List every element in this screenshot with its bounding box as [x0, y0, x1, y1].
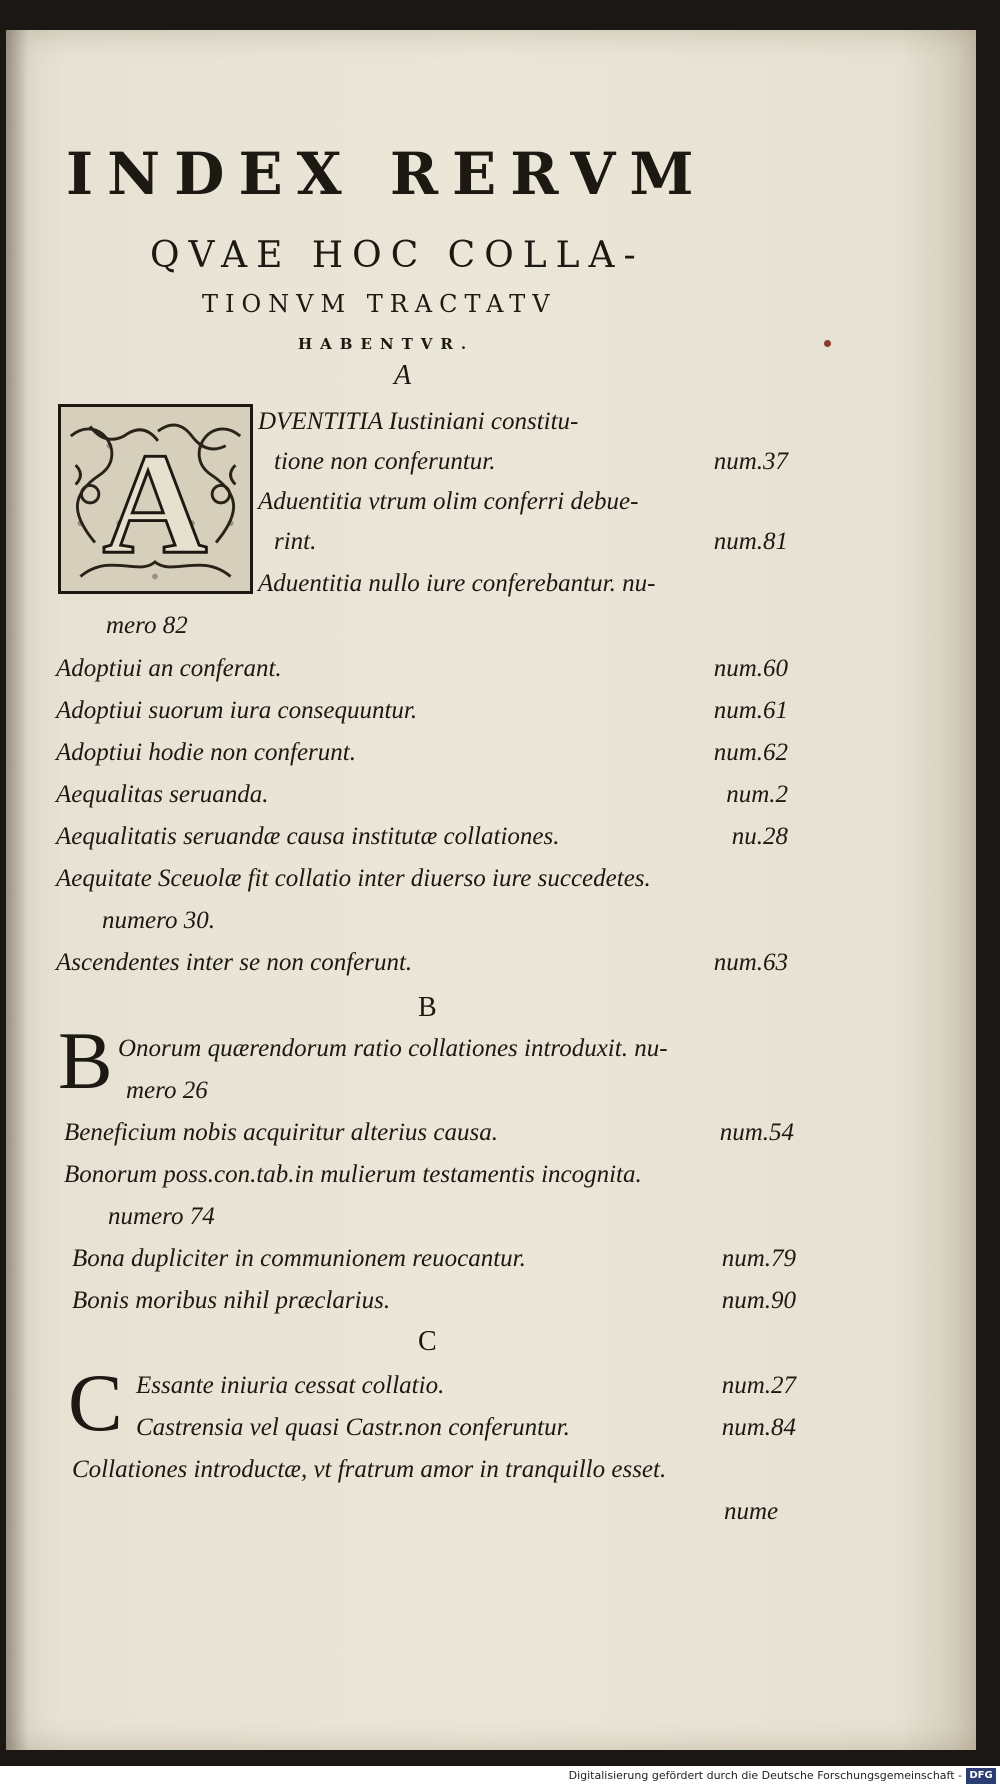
entry-b2-text: Beneficium nobis acquiritur alterius causa. — [64, 1119, 498, 1146]
book-page — [6, 30, 976, 1750]
entry-a9: Aequitate Sceuolæ fit collatio inter diuerso iure succedetes. — [56, 865, 651, 892]
entry-a6 — [56, 739, 788, 767]
initial-b: B — [58, 1015, 113, 1106]
entry-a1: DVENTITIA Iustiniani constitu- — [258, 408, 579, 435]
entry-b1: Onorum quærendorum ratio collationes introduxit. nu- — [118, 1035, 668, 1062]
entry-b4-number: num.79 — [721, 1245, 796, 1272]
index-subtitle-line-3: TIONVM TRACTATV — [202, 290, 557, 318]
entry-a6-text: Adoptiui hodie non conferunt. — [56, 739, 356, 766]
entry-a1-cont-text: tione non conferuntur. — [274, 448, 496, 475]
entry-b5-text: Bonis moribus nihil præclarius. — [72, 1287, 391, 1314]
entry-a5 — [56, 697, 788, 725]
entry-a7-text: Aequalitas seruanda. — [56, 781, 269, 808]
digitization-footer — [0, 1766, 1000, 1789]
entry-a2-cont-text: rint. — [274, 528, 317, 555]
section-letter-b: B — [418, 992, 437, 1023]
entry-b1-continuation: mero 26 — [126, 1077, 208, 1104]
spine-shadow — [6, 30, 28, 1750]
entry-a2: Aduentitia vtrum olim conferri debue- — [258, 488, 639, 515]
index-subtitle-line-2: QVAE HOC COLLA- — [150, 235, 645, 276]
entry-a9-continuation: numero 30. — [102, 907, 215, 934]
entry-a1-number: num.37 — [713, 448, 788, 475]
entry-a1-continuation — [274, 448, 788, 476]
entry-a5-text: Adoptiui suorum iura consequuntur. — [56, 697, 418, 724]
entry-c1-number: num.27 — [721, 1372, 796, 1399]
entry-b2-number: num.54 — [719, 1119, 794, 1146]
entry-b5-number: num.90 — [721, 1287, 796, 1314]
entry-a4-text: Adoptiui an conferant. — [56, 655, 282, 682]
entry-b4-text: Bona dupliciter in communionem reuocantur. — [72, 1245, 526, 1272]
entry-c2 — [136, 1414, 796, 1442]
entry-b2 — [64, 1119, 794, 1147]
entry-a8 — [56, 823, 788, 851]
entry-b3: Bonorum poss.con.tab.in mulierum testamentis incognita. — [64, 1161, 642, 1188]
entry-a7-number: num.2 — [726, 781, 788, 808]
entry-a2-number: num.81 — [713, 528, 788, 555]
dfg-logo: DFG — [966, 1768, 996, 1784]
footer-credit: Digitalisierung gefördert durch die Deutsche Forschungsgemeinschaft - — [568, 1769, 962, 1782]
entry-c2-number: num.84 — [721, 1414, 796, 1441]
entry-a4-number: num.60 — [713, 655, 788, 682]
entry-a10-text: Ascendentes inter se non conferunt. — [56, 949, 413, 976]
initial-c: C — [68, 1357, 123, 1448]
index-title: INDEX RERVM — [66, 140, 708, 208]
initial-letter: A — [102, 424, 208, 585]
decorated-initial-a — [58, 404, 253, 594]
entry-a5-number: num.61 — [713, 697, 788, 724]
paper-speck — [824, 340, 831, 347]
floral-initial-ornament — [61, 407, 250, 591]
entry-c1-text: Essante iniuria cessat collatio. — [136, 1372, 445, 1399]
section-letter-a: A — [394, 360, 412, 391]
entry-a6-number: num.62 — [713, 739, 788, 766]
entry-b3-continuation: numero 74 — [108, 1203, 215, 1230]
index-subtitle-line-4: HABENTVR. — [298, 335, 475, 353]
entry-a3-continuation: mero 82 — [106, 612, 188, 639]
entry-c2-text: Castrensia vel quasi Castr.non conferuntur. — [136, 1414, 570, 1441]
entry-b4 — [72, 1245, 796, 1273]
section-letter-c: C — [418, 1326, 437, 1357]
entry-a2-continuation — [274, 528, 788, 556]
entry-a10 — [56, 949, 788, 977]
entry-a4 — [56, 655, 788, 683]
entry-a3: Aduentitia nullo iure conferebantur. nu- — [258, 570, 656, 597]
entry-c1 — [136, 1372, 796, 1400]
entry-c3: Collationes introductæ, vt fratrum amor in tranquillo esset. — [72, 1456, 667, 1483]
entry-a8-text: Aequalitatis seruandæ causa institutæ collationes. — [56, 823, 560, 850]
entry-a10-number: num.63 — [713, 949, 788, 976]
entry-a8-number: nu.28 — [731, 823, 788, 850]
entry-a7 — [56, 781, 788, 809]
entry-b5 — [72, 1287, 796, 1315]
entry-c3-continuation: nume — [724, 1498, 779, 1525]
